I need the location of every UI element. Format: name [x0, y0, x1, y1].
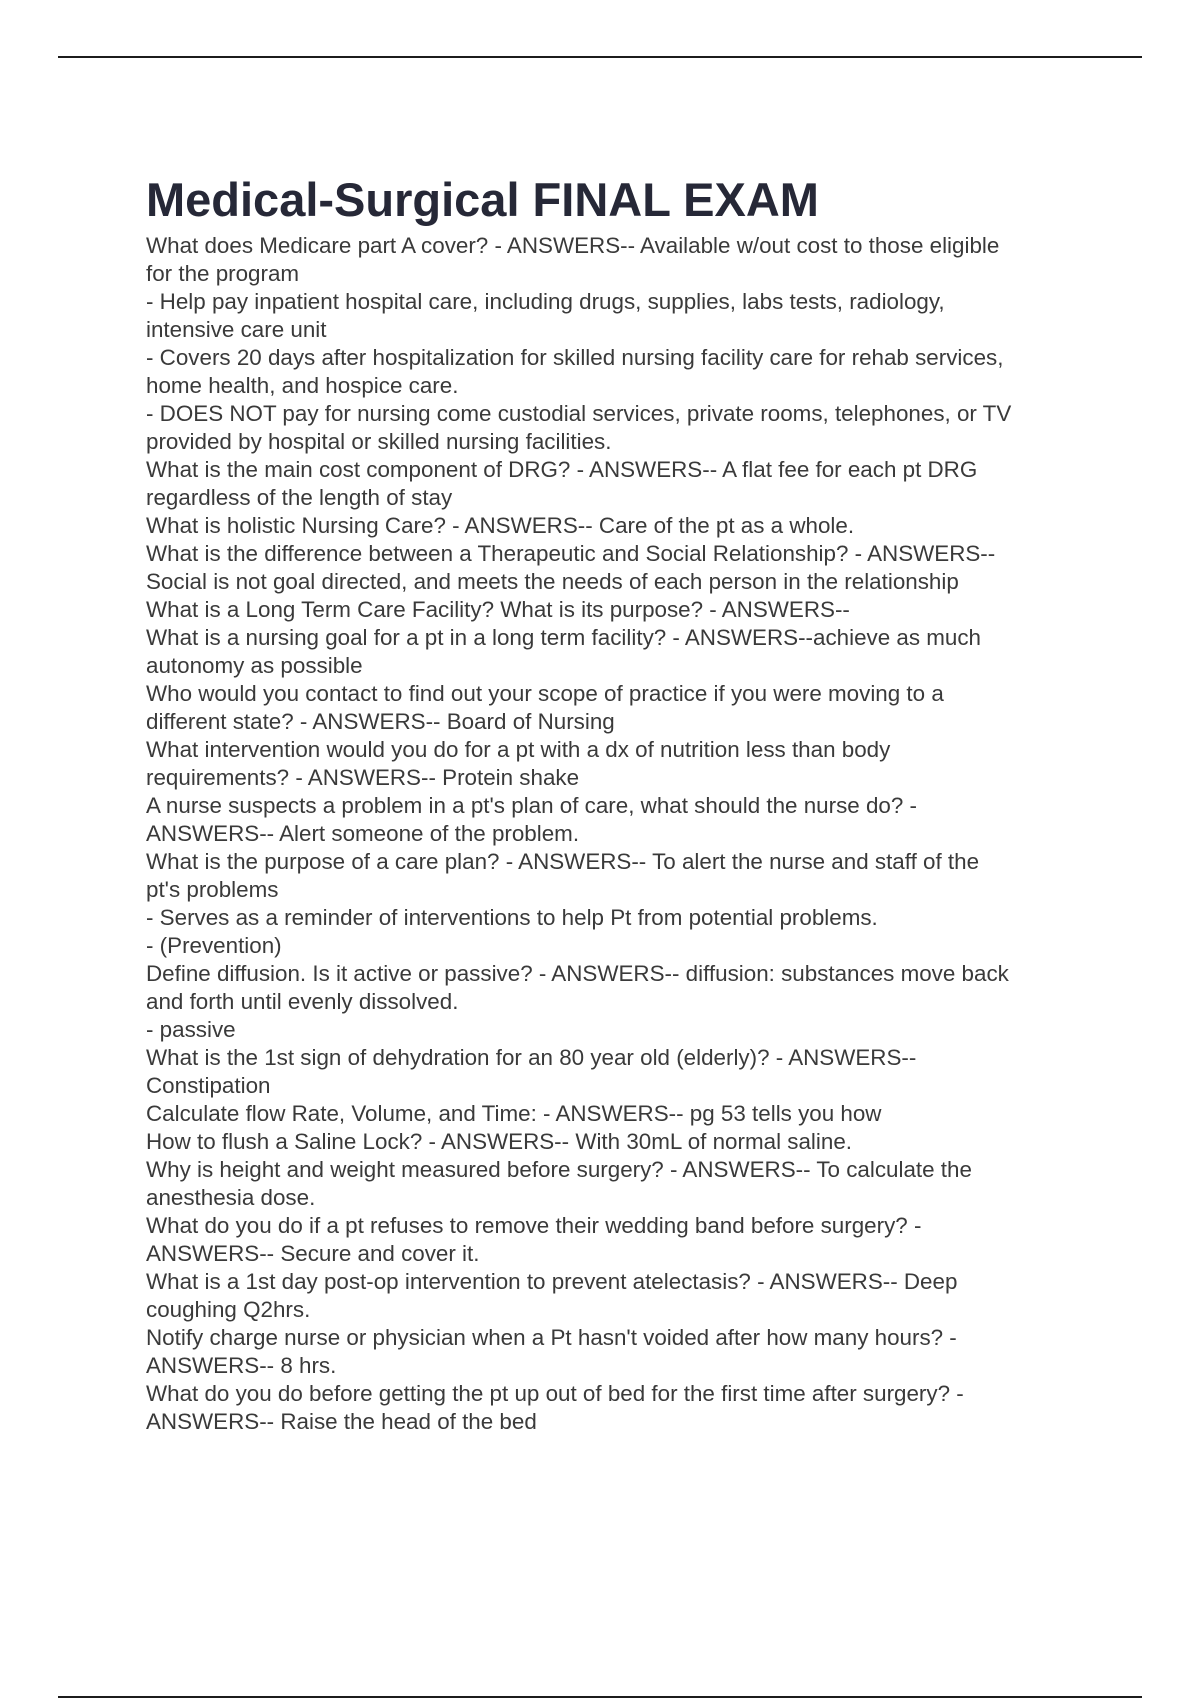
- text-line: A nurse suspects a problem in a pt's plan of care, what should the nurse do? -: [146, 793, 917, 818]
- text-line: What is holistic Nursing Care? - ANSWERS-- Care of the pt as a whole.: [146, 513, 855, 538]
- text-line: What is a 1st day post-op intervention to prevent atelectasis? - ANSWERS-- Deep: [146, 1269, 958, 1294]
- text-line: Who would you contact to find out your scope of practice if you were moving to a: [146, 681, 944, 706]
- text-line: Calculate flow Rate, Volume, and Time: - ANSWERS-- pg 53 tells you how: [146, 1101, 882, 1126]
- text-line: intensive care unit: [146, 317, 327, 342]
- text-line: anesthesia dose.: [146, 1185, 316, 1210]
- bottom-rule: [58, 1696, 1142, 1698]
- text-line: pt's problems: [146, 877, 279, 902]
- page-title: Medical-Surgical FINAL EXAM: [146, 173, 819, 226]
- page-body: [146, 172, 1086, 1436]
- text-line: Notify charge nurse or physician when a Pt hasn't voided after how many hours? -: [146, 1325, 957, 1350]
- text-line: What is the purpose of a care plan? - ANSWERS-- To alert the nurse and staff of the: [146, 849, 980, 874]
- text-line: requirements? - ANSWERS-- Protein shake: [146, 765, 580, 790]
- text-line: What is the main cost component of DRG? - ANSWERS-- A flat fee for each pt DRG: [146, 457, 978, 482]
- text-line: - Help pay inpatient hospital care, including drugs, supplies, labs tests, radiology,: [146, 289, 945, 314]
- text-line: Constipation: [146, 1073, 271, 1098]
- text-line: ANSWERS-- 8 hrs.: [146, 1353, 337, 1378]
- text-line: What is the 1st sign of dehydration for an 80 year old (elderly)? - ANSWERS--: [146, 1045, 917, 1070]
- text-line: ANSWERS-- Secure and cover it.: [146, 1241, 480, 1266]
- text-line: Social is not goal directed, and meets the needs of each person in the relationship: [146, 569, 959, 594]
- text-line: What is a nursing goal for a pt in a long term facility? - ANSWERS--achieve as much: [146, 625, 982, 650]
- text-line: What intervention would you do for a pt with a dx of nutrition less than body: [146, 737, 891, 762]
- text-line: - Covers 20 days after hospitalization for skilled nursing facility care for rehab services,: [146, 345, 1004, 370]
- text-line: Define diffusion. Is it active or passive? - ANSWERS-- diffusion: substances move back: [146, 961, 1009, 986]
- document-text: [146, 232, 1086, 1436]
- top-rule: [58, 56, 1142, 58]
- text-line: for the program: [146, 261, 300, 286]
- text-line: ANSWERS-- Alert someone of the problem.: [146, 821, 580, 846]
- text-line: Why is height and weight measured before surgery? - ANSWERS-- To calculate the: [146, 1157, 972, 1182]
- text-line: ANSWERS-- Raise the head of the bed: [146, 1409, 537, 1434]
- text-line: home health, and hospice care.: [146, 373, 459, 398]
- text-line: - DOES NOT pay for nursing come custodial services, private rooms, telephones, or TV: [146, 401, 1012, 426]
- text-line: coughing Q2hrs.: [146, 1297, 311, 1322]
- text-line: provided by hospital or skilled nursing facilities.: [146, 429, 612, 454]
- text-line: - Serves as a reminder of interventions to help Pt from potential problems.: [146, 905, 878, 930]
- text-line: What is a Long Term Care Facility? What is its purpose? - ANSWERS--: [146, 597, 850, 622]
- text-line: How to flush a Saline Lock? - ANSWERS-- With 30mL of normal saline.: [146, 1129, 852, 1154]
- text-line: What do you do if a pt refuses to remove their wedding band before surgery? -: [146, 1213, 922, 1238]
- text-line: What do you do before getting the pt up out of bed for the first time after surgery? -: [146, 1381, 964, 1406]
- text-line: different state? - ANSWERS-- Board of Nursing: [146, 709, 615, 734]
- text-line: and forth until evenly dissolved.: [146, 989, 459, 1014]
- text-line: - passive: [146, 1017, 236, 1042]
- text-line: - (Prevention): [146, 933, 282, 958]
- text-line: regardless of the length of stay: [146, 485, 453, 510]
- text-line: What is the difference between a Therapeutic and Social Relationship? - ANSWERS--: [146, 541, 996, 566]
- text-line: autonomy as possible: [146, 653, 363, 678]
- text-line: What does Medicare part A cover? - ANSWERS-- Available w/out cost to those eligible: [146, 233, 1000, 258]
